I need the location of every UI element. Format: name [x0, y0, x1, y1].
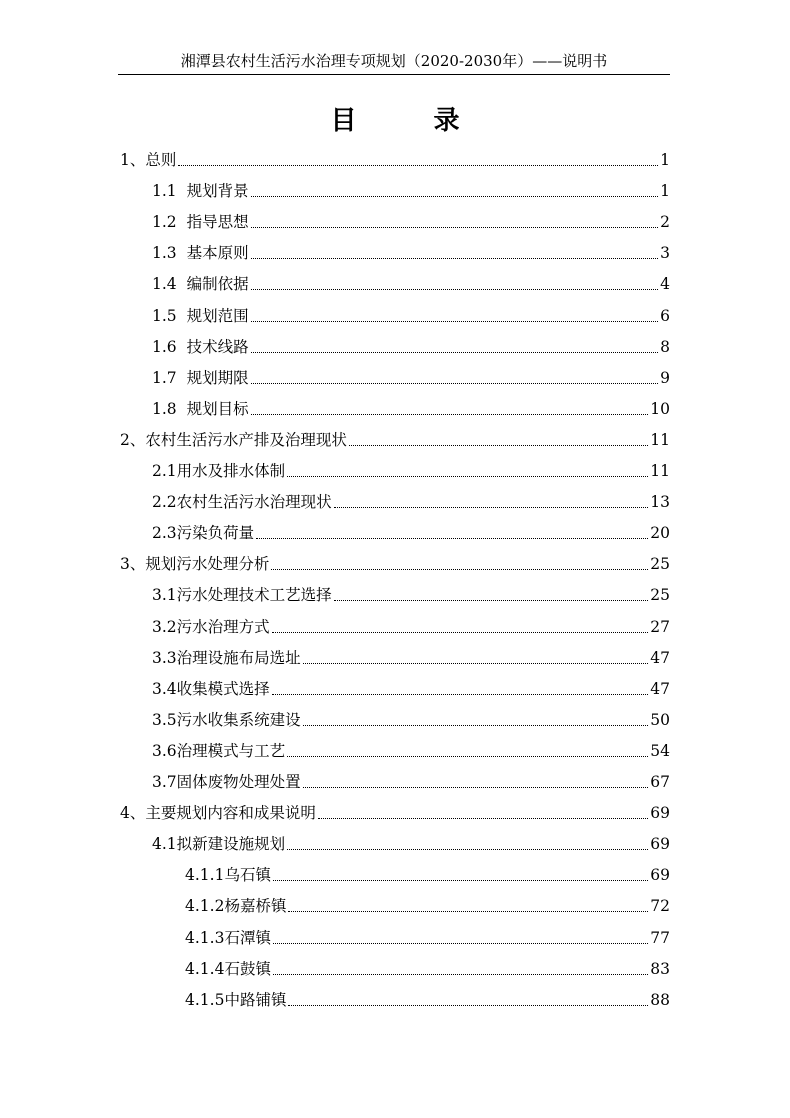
dot-leader [251, 352, 658, 353]
toc-entry-label: 污水治理方式 [176, 617, 270, 636]
toc-entry-label: 规划污水处理分析 [145, 555, 270, 574]
toc-entry-number: 1.4 [152, 275, 177, 294]
toc-entry-page: 69 [650, 804, 670, 823]
toc-entry-page: 54 [650, 741, 670, 760]
toc-entry[interactable] [185, 949, 670, 979]
dot-leader [303, 725, 649, 726]
toc-entry-number: 3.3 [152, 648, 177, 667]
toc-entry-page: 11 [650, 462, 670, 480]
toc-entry-label: 指导思想 [186, 213, 249, 232]
toc-entry-page: 88 [650, 990, 670, 1009]
toc-entry-page: 69 [650, 866, 670, 885]
toc-entry-label: 治理设施布局选址 [176, 648, 301, 667]
dot-leader [272, 632, 649, 633]
toc-entry-number: 1.2 [152, 213, 177, 232]
toc-entry[interactable] [152, 264, 670, 294]
toc-entry-number: 4.1 [152, 835, 177, 854]
toc-entry-number: 1.8 [152, 399, 177, 418]
toc-entry-label: 农村生活污水产排及治理现状 [145, 430, 347, 449]
toc-entry-page: 27 [650, 617, 670, 636]
toc-entry[interactable] [120, 793, 670, 823]
toc-entry-label: 规划范围 [186, 306, 249, 325]
toc-entry-page: 72 [650, 897, 670, 916]
dot-leader [271, 569, 648, 570]
toc-entry-page: 4 [660, 275, 670, 294]
toc-entry[interactable] [152, 451, 670, 481]
toc-entry-number: 3.6 [152, 741, 177, 760]
dot-leader [334, 507, 649, 508]
dot-leader [288, 911, 648, 912]
toc-entry[interactable] [120, 140, 670, 170]
dot-leader [318, 818, 648, 819]
toc-entry-number: 2、 [120, 430, 146, 449]
dot-leader [303, 663, 649, 664]
toc-entry-page: 20 [650, 524, 670, 543]
page-header: 湘潭县农村生活污水治理专项规划（2020-2030年）——说明书 [118, 48, 670, 75]
toc-entry-label: 污水处理技术工艺选择 [176, 586, 332, 605]
toc-entry[interactable] [152, 358, 670, 388]
toc-entry[interactable] [152, 607, 670, 637]
dot-leader [251, 414, 649, 415]
toc-entry-label: 固体废物处理处置 [176, 773, 301, 791]
toc-entry-label: 杨嘉桥镇 [224, 897, 287, 916]
toc-entry-number: 4.1.4 [185, 959, 225, 978]
toc-entry-label: 规划期限 [186, 368, 249, 387]
toc-entry-number: 1、 [120, 151, 146, 169]
dot-leader [251, 321, 658, 322]
toc-entry-page: 3 [660, 244, 670, 263]
dot-leader [256, 538, 648, 539]
toc-entry-label: 编制依据 [186, 275, 249, 294]
toc-entry[interactable] [185, 980, 670, 1010]
toc-entry[interactable] [152, 513, 670, 543]
toc-entry-number: 4.1.2 [185, 897, 225, 916]
toc-entry-page: 2 [660, 213, 670, 232]
toc-entry-number: 1.3 [152, 244, 177, 263]
toc-entry-label: 农村生活污水治理现状 [176, 493, 332, 512]
dot-leader [251, 196, 658, 197]
dot-leader [334, 600, 649, 601]
toc-entry[interactable] [152, 638, 670, 668]
dot-leader [272, 694, 649, 695]
dot-leader [251, 258, 658, 259]
toc-entry-number: 4.1.5 [185, 990, 225, 1009]
dot-leader [287, 849, 648, 850]
toc-entry-number: 2.1 [152, 462, 177, 480]
toc-entry-number: 3、 [120, 555, 146, 574]
toc-entry-page: 69 [650, 835, 670, 854]
toc-entry-label: 污水收集系统建设 [176, 710, 301, 729]
toc-entry-page: 50 [650, 710, 670, 729]
toc-entry-label: 规划背景 [186, 182, 249, 201]
toc-entry-label: 收集模式选择 [176, 679, 270, 698]
toc-entry-label: 乌石镇 [224, 866, 271, 885]
toc-entry[interactable] [120, 544, 670, 574]
toc-entry-label: 中路铺镇 [224, 990, 287, 1009]
dot-leader [251, 383, 658, 384]
toc-entry-page: 1 [660, 151, 670, 169]
toc-entry-label: 拟新建设施规划 [176, 835, 286, 854]
toc-entry[interactable] [152, 296, 670, 326]
toc-entry-number: 2.2 [152, 493, 177, 512]
toc-entry-page: 77 [650, 928, 670, 947]
toc-entry[interactable] [152, 171, 670, 201]
toc-entry-number: 3.5 [152, 710, 177, 729]
toc-entry-label: 总则 [145, 151, 177, 169]
dot-leader [349, 445, 648, 446]
toc-entry[interactable] [152, 575, 670, 605]
dot-leader [178, 165, 658, 166]
toc-entry-page: 9 [660, 368, 670, 387]
toc-entry-page: 83 [650, 959, 670, 978]
toc-entry-number: 3.4 [152, 679, 177, 698]
toc-entry-number: 4.1.3 [185, 928, 225, 947]
toc-entry-label: 规划目标 [186, 399, 249, 418]
toc-entry-label: 石潭镇 [224, 928, 271, 947]
toc-entry-number: 1.7 [152, 368, 177, 387]
toc-entry[interactable] [152, 482, 670, 512]
toc-entry-label: 用水及排水体制 [176, 462, 286, 480]
toc-entry-page: 8 [660, 337, 670, 356]
dot-leader [273, 974, 648, 975]
toc-entry[interactable] [152, 824, 670, 854]
dot-leader [287, 756, 648, 757]
toc-entry[interactable] [120, 420, 670, 450]
toc-entry-label: 技术线路 [186, 337, 249, 356]
toc-entry-label: 石鼓镇 [224, 959, 271, 978]
toc-entry[interactable] [152, 202, 670, 232]
dot-leader [251, 289, 658, 290]
toc-entry-page: 1 [660, 182, 670, 201]
dot-leader [303, 787, 649, 788]
toc-entry[interactable] [152, 762, 670, 792]
toc-entry-label: 基本原则 [186, 244, 249, 263]
toc-entry[interactable] [152, 669, 670, 699]
toc-entry-page: 47 [650, 679, 670, 698]
dot-leader [288, 1005, 648, 1006]
toc-entry[interactable] [185, 886, 670, 916]
toc-entry-number: 4.1.1 [185, 866, 225, 885]
toc-entry-number: 1.1 [152, 182, 177, 201]
page-title: 目 录 [330, 106, 494, 136]
toc-entry[interactable] [152, 327, 670, 357]
toc-entry[interactable] [152, 389, 670, 419]
dot-leader [273, 943, 648, 944]
dot-leader [251, 227, 658, 228]
toc-entry-page: 6 [660, 306, 670, 325]
toc-entry-number: 3.2 [152, 617, 177, 636]
toc-entry-label: 污染负荷量 [176, 524, 255, 543]
toc-entry-label: 主要规划内容和成果说明 [145, 804, 316, 823]
toc-entry-page: 25 [650, 555, 670, 574]
toc-entry-page: 11 [650, 430, 670, 449]
toc-entry[interactable] [152, 700, 670, 730]
toc-entry-label: 治理模式与工艺 [176, 741, 286, 760]
toc-entry-number: 3.1 [152, 586, 177, 605]
toc-entry-number: 1.6 [152, 337, 177, 356]
dot-leader [287, 476, 648, 477]
dot-leader [273, 880, 648, 881]
toc-entry[interactable] [185, 918, 670, 948]
toc-entry-page: 67 [650, 773, 670, 791]
toc-entry-page: 25 [650, 586, 670, 605]
toc-entry[interactable] [185, 855, 670, 885]
toc-entry-number: 3.7 [152, 773, 177, 791]
toc-entry[interactable] [152, 233, 670, 263]
toc-entry-page: 47 [650, 648, 670, 667]
toc-entry-page: 13 [650, 493, 670, 512]
toc-entry[interactable] [152, 731, 670, 761]
toc-entry-number: 2.3 [152, 524, 177, 543]
toc-entry-number: 1.5 [152, 306, 177, 325]
toc-entry-number: 4、 [120, 804, 146, 823]
toc-entry-page: 10 [650, 399, 670, 418]
